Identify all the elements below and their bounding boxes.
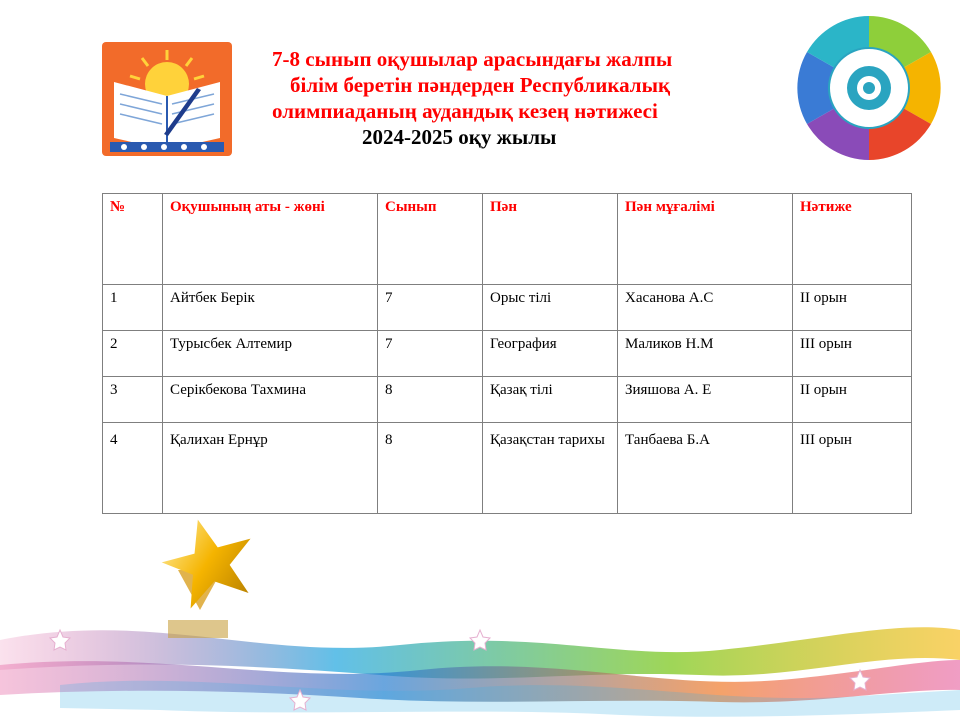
cell-subject: Орыс тілі (483, 285, 618, 331)
cell-number: 1 (103, 285, 163, 331)
title-line-1: 7-8 сынып оқушылар арасындағы жалпы (272, 47, 673, 71)
cell-number: 4 (103, 423, 163, 514)
cell-grade: 7 (378, 285, 483, 331)
col-header-student-name: Оқушының аты - жөні (163, 194, 378, 285)
cell-teacher: Зияшова А. Е (618, 377, 793, 423)
title-line-3: олимпиаданың аудандық кезең нәтижесі (272, 99, 658, 123)
cell-number: 2 (103, 331, 163, 377)
table-header-row (103, 194, 912, 285)
cell-teacher: Хасанова А.С (618, 285, 793, 331)
table-row (103, 285, 912, 331)
cell-result: III орын (793, 331, 912, 377)
col-header-subject: Пән (483, 194, 618, 285)
star-trophy-decoration-icon (0, 510, 960, 720)
col-header-teacher: Пән мұғалімі (618, 194, 793, 285)
cell-result: II орын (793, 377, 912, 423)
cell-student-name: Серікбекова Тахмина (163, 377, 378, 423)
cell-subject: Қазақстан тарихы (483, 423, 618, 514)
col-header-result: Нәтиже (793, 194, 912, 285)
cell-student-name: Айтбек Берік (163, 285, 378, 331)
table-row (103, 331, 912, 377)
col-header-grade: Сынып (378, 194, 483, 285)
table-row (103, 423, 912, 514)
cell-result: II орын (793, 285, 912, 331)
results-table (102, 193, 912, 514)
cell-teacher: Маликов Н.М (618, 331, 793, 377)
kazakhstan-emblem-icon (795, 14, 943, 162)
col-header-number: № (103, 194, 163, 285)
academic-year: 2024-2025 оқу жылы (362, 125, 557, 149)
cell-grade: 8 (378, 423, 483, 514)
cell-teacher: Танбаева Б.А (618, 423, 793, 514)
table-row (103, 377, 912, 423)
cell-grade: 8 (378, 377, 483, 423)
cell-student-name: Турысбек Алтемир (163, 331, 378, 377)
cell-student-name: Қалихан Ернұр (163, 423, 378, 514)
cell-number: 3 (103, 377, 163, 423)
cell-subject: География (483, 331, 618, 377)
title-line-2: білім беретін пәндерден Республикалық (290, 73, 671, 97)
cell-subject: Қазақ тілі (483, 377, 618, 423)
cell-result: III орын (793, 423, 912, 514)
school-logo-icon (102, 42, 232, 156)
cell-grade: 7 (378, 331, 483, 377)
